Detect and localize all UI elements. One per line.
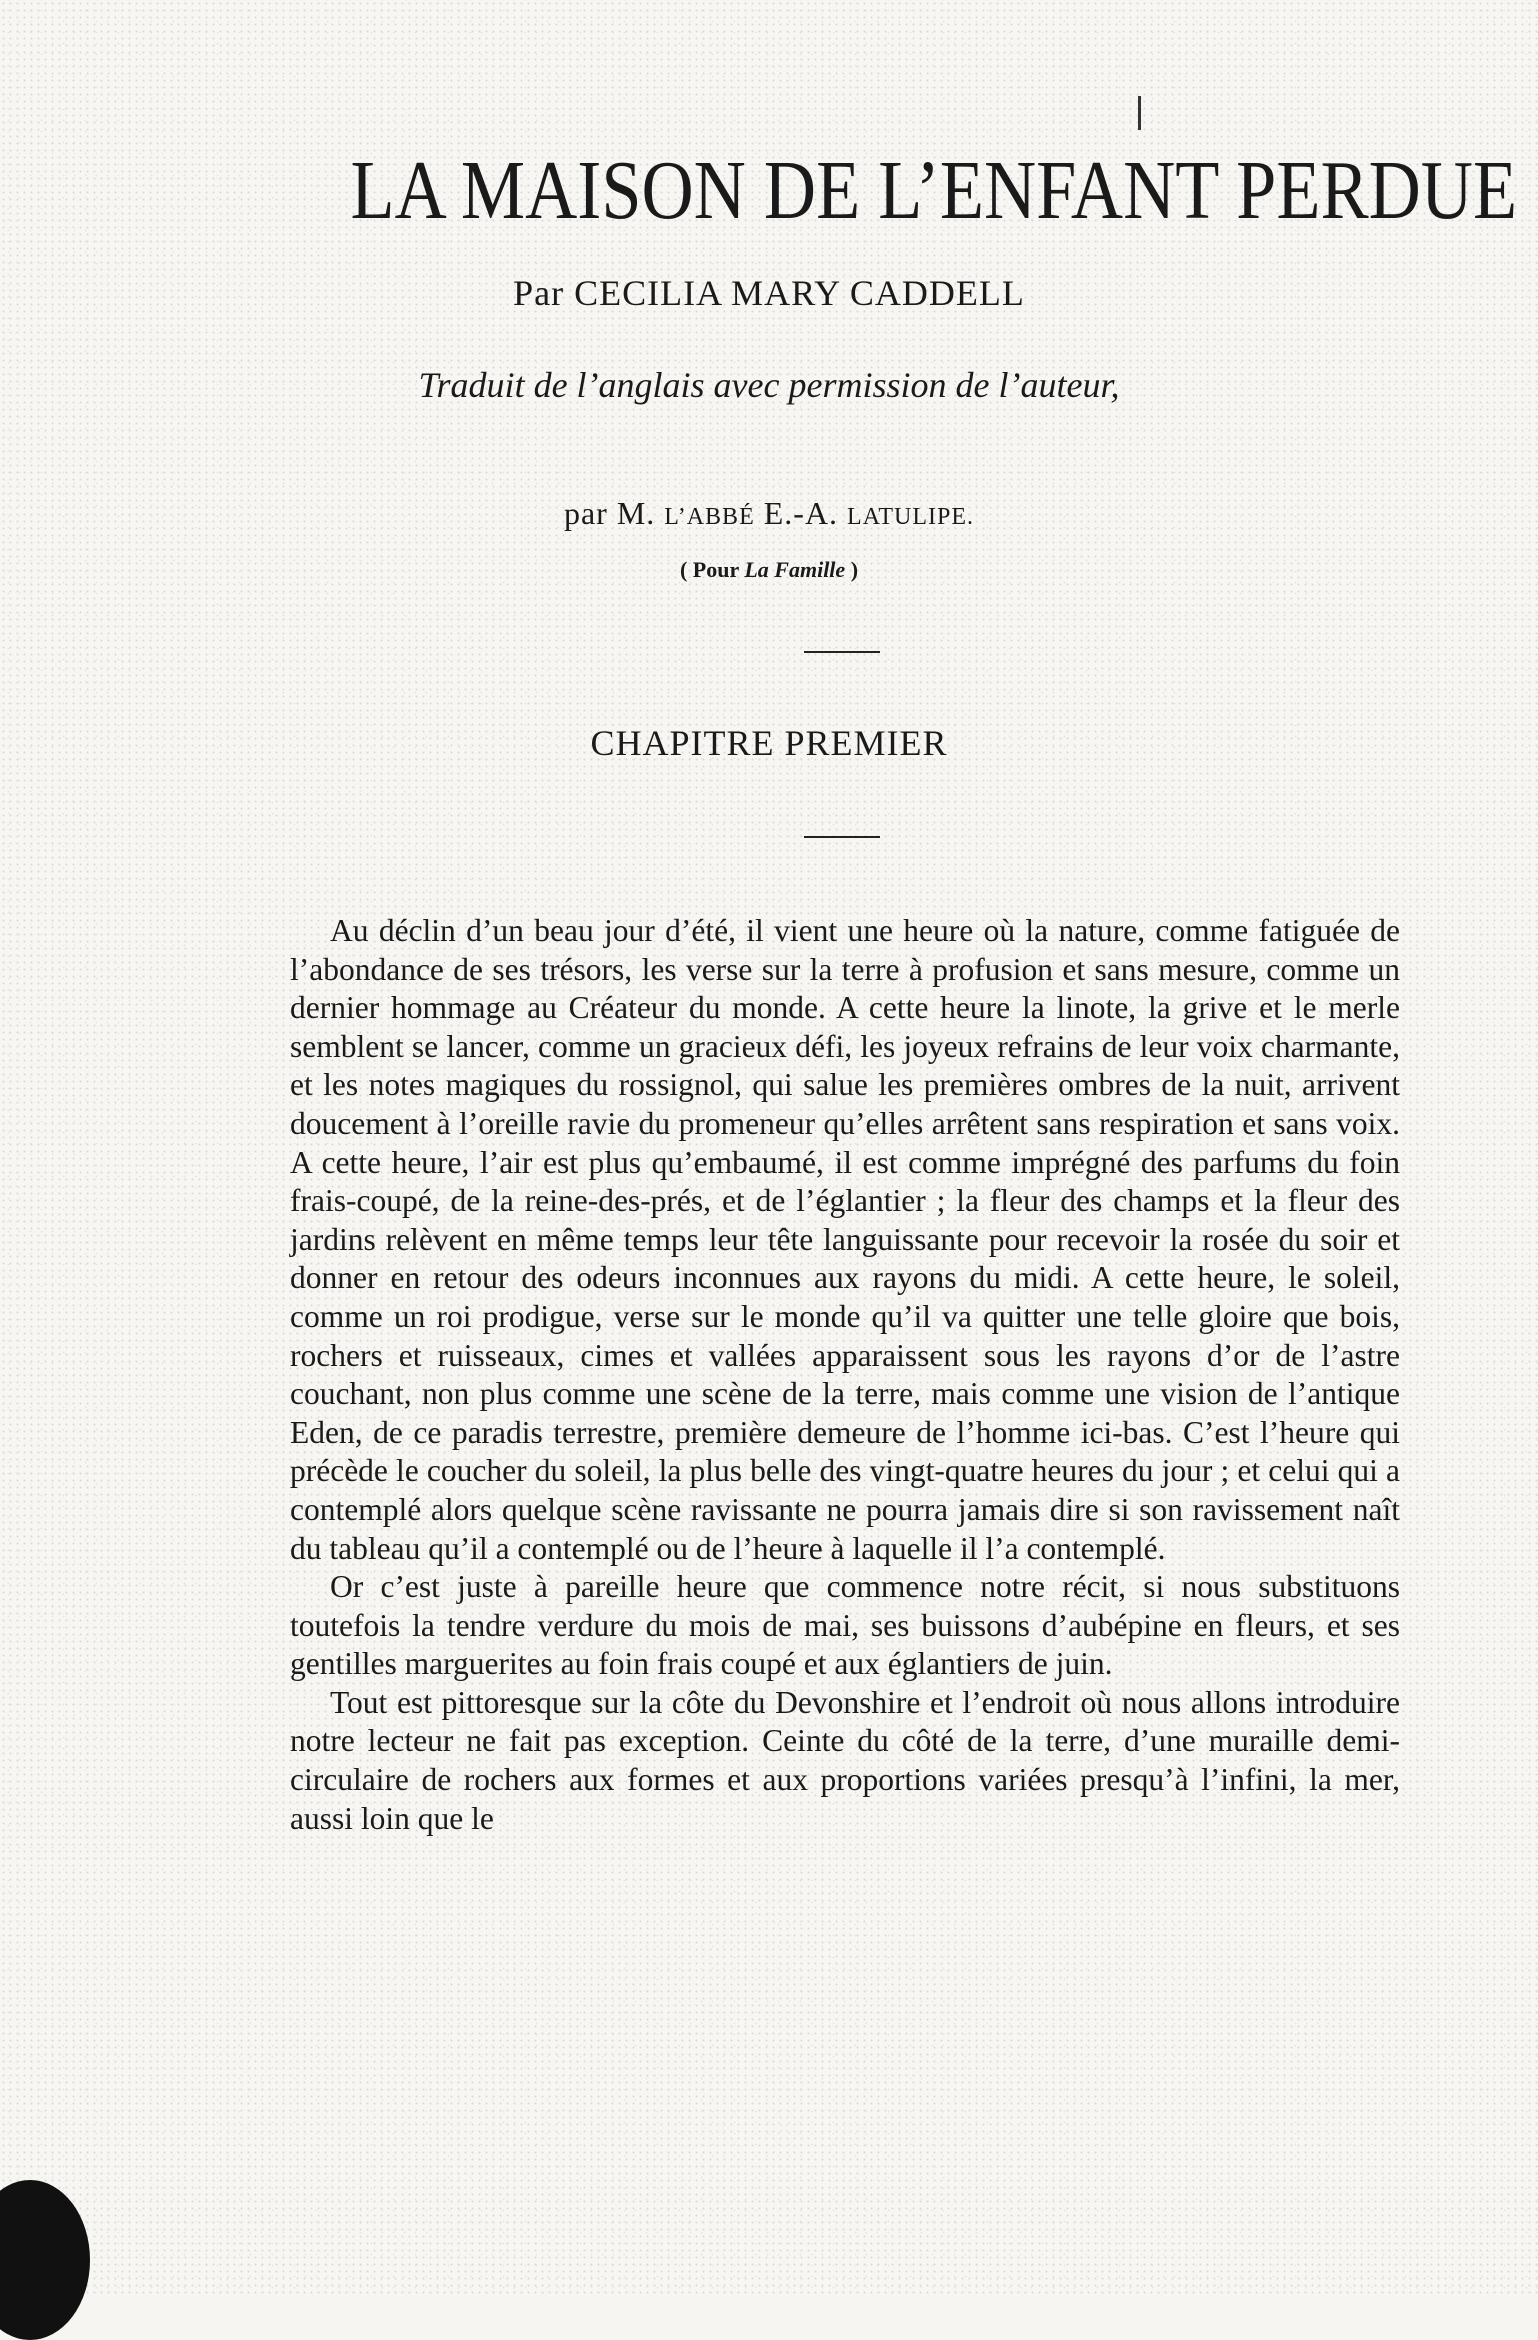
paragraph: Or c’est juste à pareille heure que commence notre récit, si nous substituons toutefois la tendre verdure du mois de mai, ses buissons d’aubépine en fleurs, et ses gentilles marguerites au foin frais coupé et aux églantiers de juin. (290, 1569, 1400, 1682)
translation-note: Traduit de l’anglais avec permission de l’auteur, (418, 365, 1120, 405)
ink-blot (0, 2180, 90, 2340)
pour-open: ( Pour (679, 557, 739, 582)
translator-initials: E.-A. (763, 495, 839, 531)
publication-note (0, 557, 1538, 583)
paragraph: Tout est pittoresque sur la côte du Devonshire et l’endroit où nous allons introduire notre lecteur ne fait pas exception. Ceinte du côté de la terre, d’une muraille demi-circulaire de rochers aux formes et aux proportions variées presqu’à l’infini, la mer, aussi loin que le (290, 1684, 1400, 1836)
rule-bottom (804, 836, 880, 838)
pour-close: ) (850, 557, 859, 582)
translator-prefix: par M. (563, 495, 656, 531)
pour-journal: La Famille (744, 557, 846, 582)
margin-mark (1138, 96, 1141, 130)
author-name: CECILIA MARY CADDELL (574, 273, 1025, 313)
author-line (0, 272, 1538, 314)
author-prefix: Par (513, 273, 565, 313)
body-text (290, 912, 1400, 1838)
translator-line (0, 495, 1538, 532)
rule-top (804, 651, 880, 653)
chapter-heading: CHAPITRE PREMIER (590, 723, 948, 763)
translator-abbe: L’ABBÉ (664, 504, 755, 530)
page-title: LA MAISON DE L’ENFANT PERDUE (350, 144, 1518, 237)
translator-name: LATULIPE. (847, 504, 975, 530)
paragraph: Au déclin d’un beau jour d’été, il vient une heure où la nature, comme fatiguée de l’abondance de ses trésors, les verse sur la terre à profusion et sans mesure, comme un dernier hommage au Créateur du monde. A cette heure la linote, la grive et le merle semblent se lancer, comme un gracieux défi, les joyeux refrains de leur voix charmante, et les notes magiques du rossignol, qui salue les premières ombres de la nuit, arrivent doucement à l’oreille ravie du promeneur qu’elles arrêtent sans respiration et sans voix. A cette heure, l’air est plus qu’embaumé, il est comme imprégné des parfums du foin frais-coupé, de la reine-des-prés, et de l’églantier ; la fleur des champs et la fleur des jardins relèvent en même temps leur tête languissante pour recevoir la rosée du soir et donner en retour des odeurs inconnues aux rayons du midi. A cette heure, le soleil, comme un roi prodigue, verse sur le monde qu’il va quitter une telle gloire que bois, rochers et ruisseaux, cimes et vallées apparaissent sous les rayons d’or de l’astre couchant, non plus comme une scène de la terre, mais comme une vision de l’antique Eden, de ce paradis terrestre, première demeure de l’homme ici-bas. C’est l’heure qui précède le coucher du soleil, la plus belle des vingt-quatre heures du jour ; et celui qui a contemplé alors quelque scène ravissante ne pourra jamais dire si son ravissement naît du tableau qu’il a contemplé ou de l’heure à laquelle il l’a contemplé. (290, 913, 1400, 1566)
